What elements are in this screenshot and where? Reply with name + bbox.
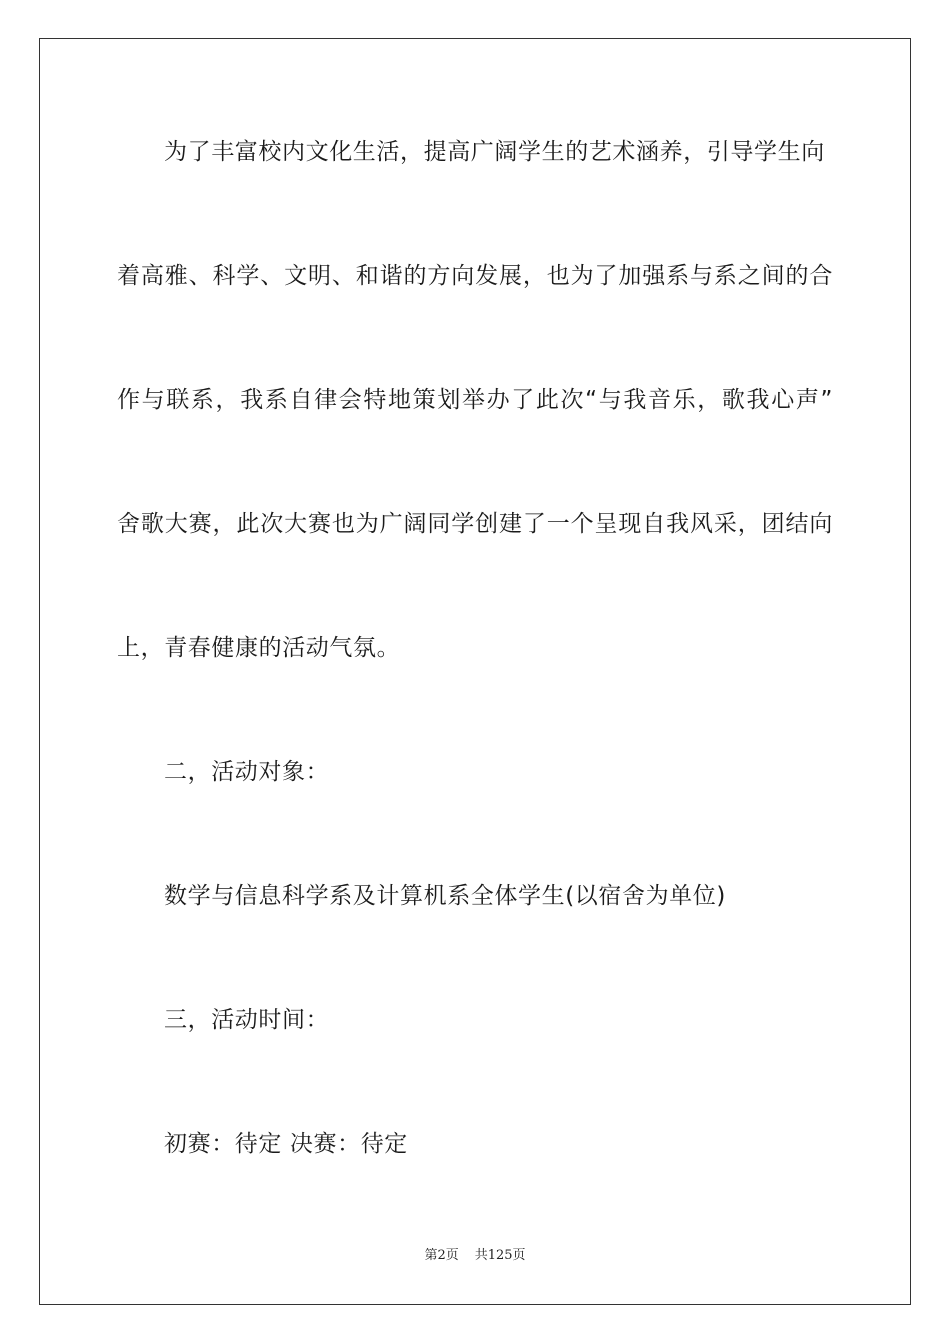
intro-line-2: 着高雅、科学、文明、和谐的方向发展，也为了加强系与系之间的合 (117, 263, 833, 289)
intro-line-4: 舍歌大赛，此次大赛也为广阔同学创建了一个呈现自我风采，团结向 (117, 511, 833, 537)
page-footer (0, 1247, 950, 1265)
section-body-target: 数学与信息科学系及计算机系全体学生(以宿舍为单位) (164, 883, 726, 909)
page-total: 共125页 (474, 1248, 526, 1263)
page-border (39, 38, 911, 1305)
section-heading-target: 二，活动对象： (164, 759, 330, 785)
section-heading-time: 三，活动时间： (164, 1007, 330, 1033)
intro-line-1: 为了丰富校内文化生活，提高广阔学生的艺术涵养，引导学生向 (164, 139, 825, 165)
section-body-time: 初赛：待定 决赛：待定 (164, 1131, 408, 1157)
page-number: 第2页 (424, 1248, 459, 1263)
intro-line-5: 上，青春健康的活动气氛。 (117, 635, 401, 661)
intro-line-3: 作与联系，我系自律会特地策划举办了此次“与我音乐，歌我心声” (117, 387, 833, 413)
